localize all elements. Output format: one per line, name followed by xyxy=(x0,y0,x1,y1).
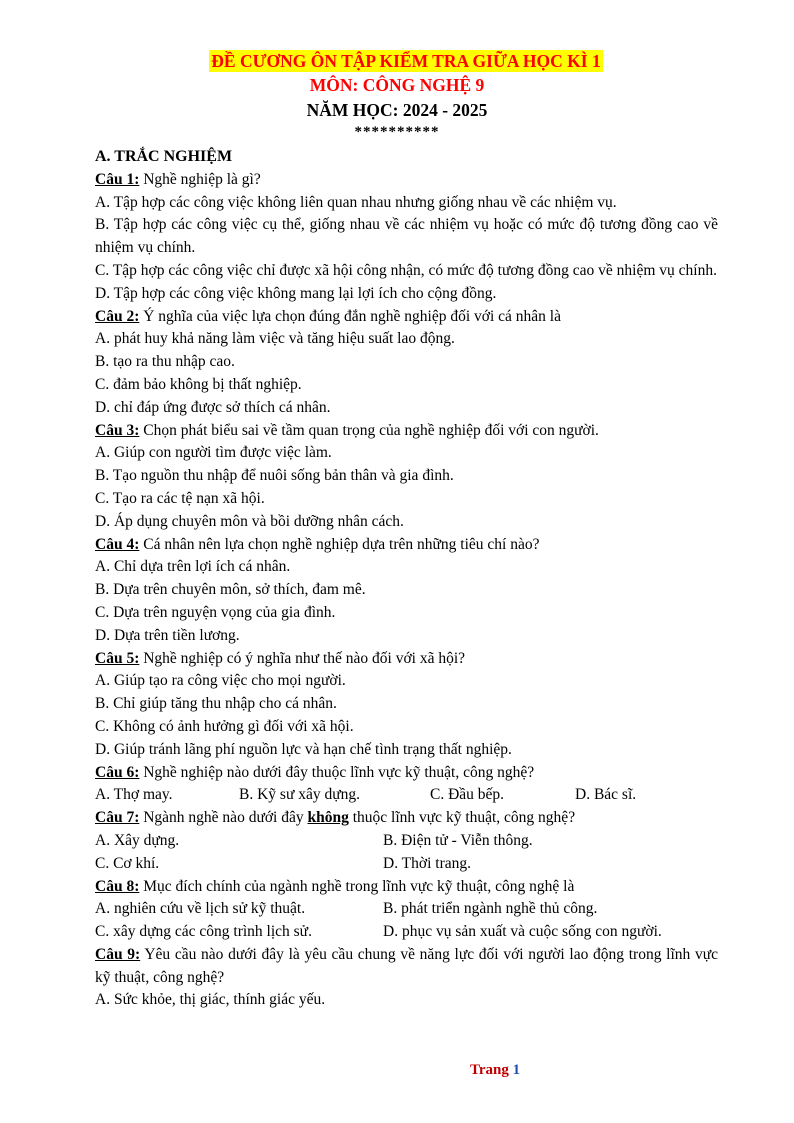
question-4 xyxy=(95,534,718,648)
option-d: D. Tập hợp các công việc không mang lại lợi ích cho cộng đồng. xyxy=(95,284,497,302)
page-label: Trang xyxy=(470,1062,509,1078)
question-1 xyxy=(95,169,718,306)
document-body xyxy=(95,146,718,1012)
page-footer xyxy=(470,1062,520,1079)
option-c: C. đảm bảo không bị thất nghiệp. xyxy=(95,375,302,393)
question-label: Câu 8: xyxy=(95,877,140,895)
option-a: A. phát huy khả năng làm việc và tăng hiệu suất lao động. xyxy=(95,330,455,348)
option-c: C. Cơ khí. xyxy=(95,854,160,872)
school-year: NĂM HỌC: 2024 - 2025 xyxy=(306,100,488,120)
option-c: C. Không có ảnh hưởng gì đối với xã hội. xyxy=(95,717,354,735)
question-8 xyxy=(95,876,718,944)
option-d: D. Giúp tránh lãng phí nguồn lực và hạn chế tình trạng thất nghiệp. xyxy=(95,740,512,758)
option-a: A. Giúp tạo ra công việc cho mọi người. xyxy=(95,672,346,690)
option-a: A. Giúp con người tìm được việc làm. xyxy=(95,444,332,462)
option-a: A. Xây dựng. xyxy=(95,831,180,849)
option-c: C. Tạo ra các tệ nạn xã hội. xyxy=(95,489,265,507)
option-a: A. Chỉ dựa trên lợi ích cá nhân. xyxy=(95,558,291,576)
options-row xyxy=(95,898,718,921)
question-label: Câu 9: xyxy=(95,945,141,963)
question-label: Câu 7: xyxy=(95,809,140,827)
question-7 xyxy=(95,807,718,875)
document-header xyxy=(0,50,794,141)
question-text: Yêu cầu nào dưới đây là yêu cầu chung về năng lực đối với người lao động trong lĩnh vực kỹ thuật, công nghệ? xyxy=(95,945,718,986)
option-b: B. Tập hợp các công việc cụ thể, giống nhau về các nhiệm vụ hoặc có mức độ tương đồng cao về nhiệm vụ chính. xyxy=(95,216,718,257)
question-2 xyxy=(95,306,718,420)
question-label: Câu 3: xyxy=(95,421,140,439)
options-row xyxy=(95,830,718,853)
option-b: B. Dựa trên chuyên môn, sở thích, đam mê. xyxy=(95,581,366,599)
question-label: Câu 2: xyxy=(95,307,140,325)
option-d: D. Áp dụng chuyên môn và bồi dưỡng nhân cách. xyxy=(95,512,404,530)
subject-title: MÔN: CÔNG NGHỆ 9 xyxy=(309,75,485,95)
option-a: A. Thợ may. xyxy=(95,786,173,804)
question-5 xyxy=(95,648,718,762)
option-c: C. Đầu bếp. xyxy=(430,786,505,804)
option-d: D. Thời trang. xyxy=(383,854,471,872)
question-label: Câu 6: xyxy=(95,763,140,781)
option-a: A. Tập hợp các công việc không liên quan nhau nhưng giống nhau về các nhiệm vụ. xyxy=(95,193,617,211)
question-text: Ý nghĩa của việc lựa chọn đúng đắn nghề nghiệp đối với cá nhân là xyxy=(139,307,561,325)
question-text: Nghề nghiệp là gì? xyxy=(139,170,261,188)
option-d: D. Bác sĩ. xyxy=(575,786,637,804)
question-label: Câu 4: xyxy=(95,535,140,553)
question-label: Câu 5: xyxy=(95,649,140,667)
question-text: Nghề nghiệp có ý nghĩa như thế nào đối với xã hội? xyxy=(139,649,466,667)
question-label: Câu 1: xyxy=(95,170,140,188)
options-row xyxy=(95,853,718,876)
section-heading: A. TRẮC NGHIỆM xyxy=(95,148,233,165)
question-text-end: thuộc lĩnh vực kỹ thuật, công nghệ? xyxy=(348,809,576,827)
option-b: B. Điện tử - Viễn thông. xyxy=(383,831,533,849)
option-b: B. Kỹ sư xây dựng. xyxy=(239,786,360,804)
option-b: B. Chỉ giúp tăng thu nhập cho cá nhân. xyxy=(95,695,337,713)
question-6 xyxy=(95,762,718,808)
question-text: Ngành nghề nào dưới đây xyxy=(139,809,308,827)
question-text: Nghề nghiệp nào dưới đây thuộc lĩnh vực kỹ thuật, công nghệ? xyxy=(139,763,535,781)
option-d: D. Dựa trên tiền lương. xyxy=(95,626,240,644)
question-text: Chọn phát biểu sai về tầm quan trọng của nghề nghiệp đối với con người. xyxy=(139,421,599,439)
option-b: B. tạo ra thu nhập cao. xyxy=(95,353,235,371)
option-b: B. phát triển ngành nghề thủ công. xyxy=(383,900,598,918)
question-9 xyxy=(95,944,718,1012)
question-3 xyxy=(95,420,718,534)
option-b: B. Tạo nguồn thu nhập để nuôi sống bản thân và gia đình. xyxy=(95,467,454,485)
option-c: C. xây dựng các công trình lịch sử. xyxy=(95,923,312,941)
options-row xyxy=(95,921,718,944)
star-divider: ********** xyxy=(354,124,440,140)
question-text: Mục đích chính của ngành nghề trong lĩnh vực kỹ thuật, công nghệ là xyxy=(139,877,575,895)
emphasis-word: không xyxy=(307,809,349,827)
option-c: C. Tập hợp các công việc chỉ được xã hội công nhận, có mức độ tương đồng cao về nhiệm vụ chính. xyxy=(95,261,717,279)
option-a: A. Sức khỏe, thị giác, thính giác yếu. xyxy=(95,991,326,1009)
document-title: ĐỀ CƯƠNG ÔN TẬP KIỂM TRA GIỮA HỌC KÌ 1 xyxy=(211,51,601,71)
options-row xyxy=(95,784,718,807)
option-a: A. nghiên cứu về lịch sử kỹ thuật. xyxy=(95,900,306,918)
question-text: Cá nhân nên lựa chọn nghề nghiệp dựa trên những tiêu chí nào? xyxy=(139,535,540,553)
option-d: D. chỉ đáp ứng được sở thích cá nhân. xyxy=(95,398,331,416)
option-c: C. Dựa trên nguyện vọng của gia đình. xyxy=(95,603,336,621)
page-number: 1 xyxy=(512,1062,521,1078)
option-d: D. phục vụ sản xuất và cuộc sống con người. xyxy=(383,923,662,941)
